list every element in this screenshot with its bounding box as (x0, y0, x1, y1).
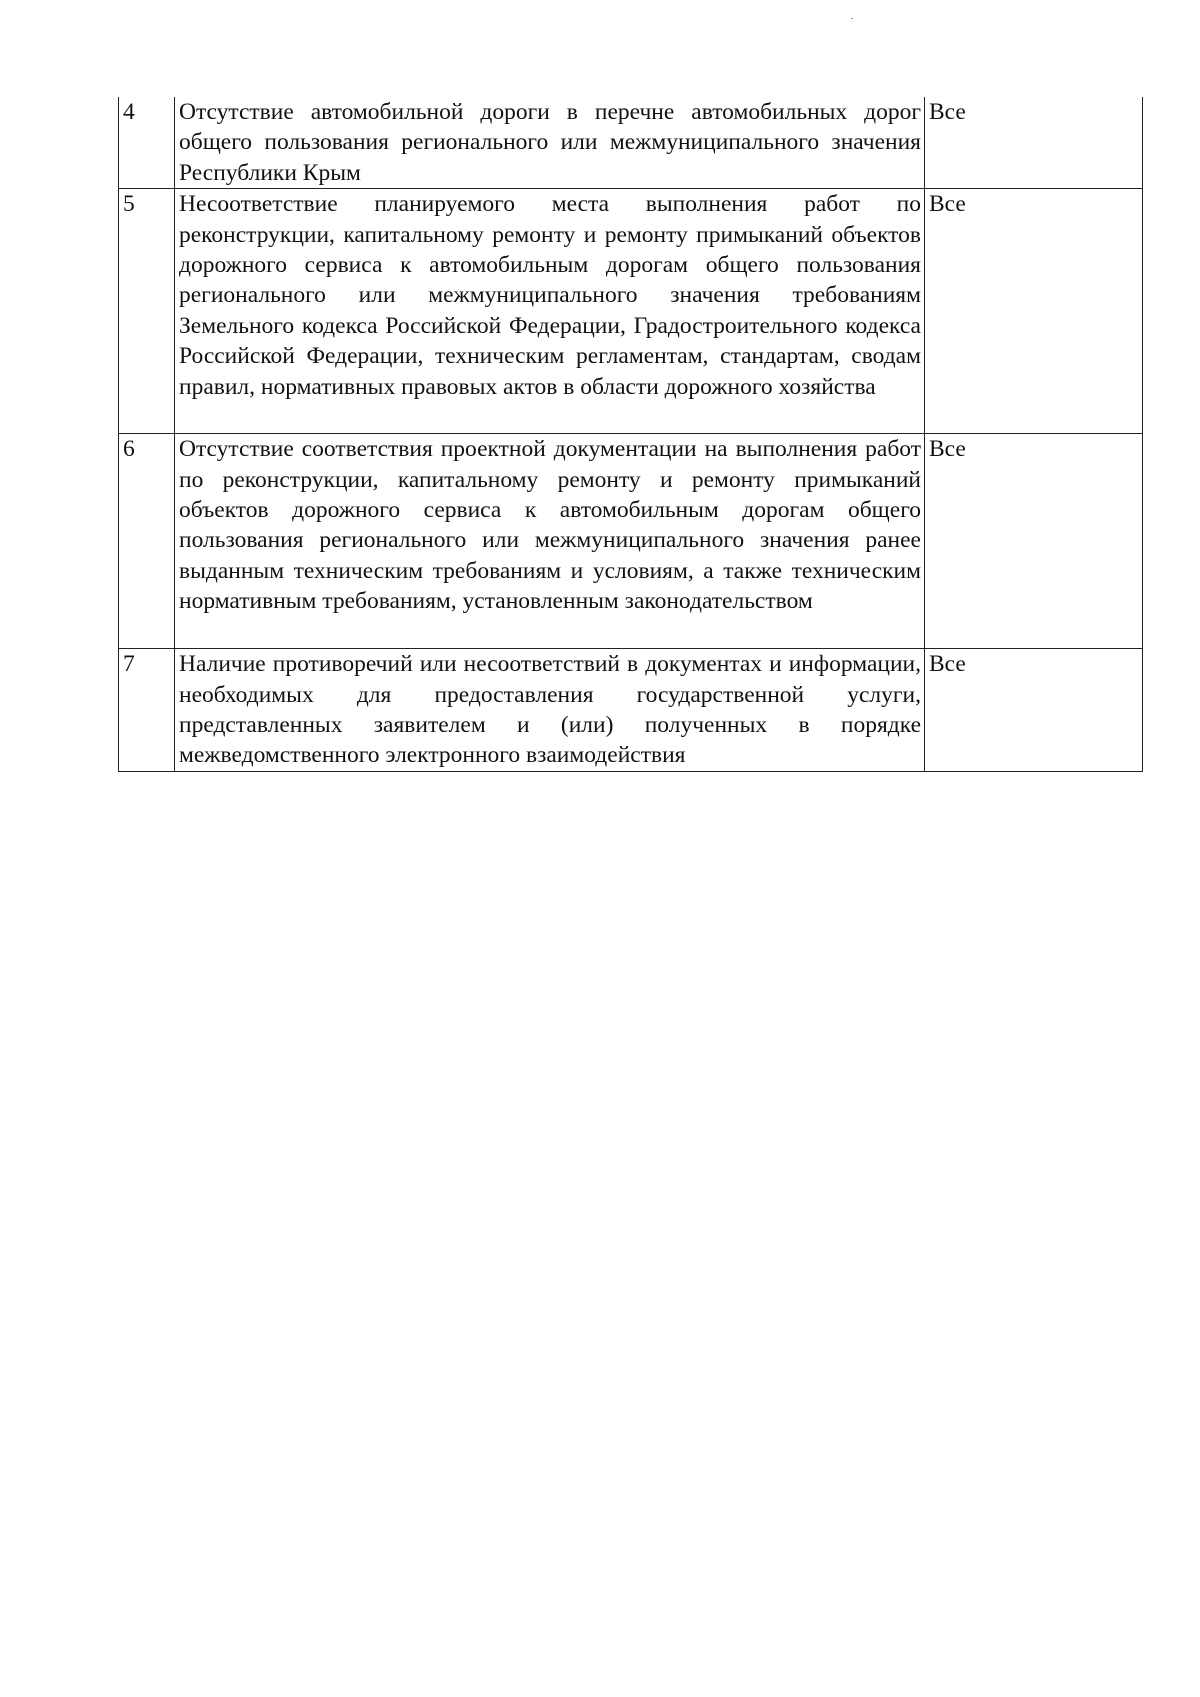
scan-artifact (851, 18, 853, 19)
row-text: Наличие противоречий или несоответствий в документах и информации, необходимых для предоставления государственной услуги, представленных заявителем и (или) полученных в порядке межведомственного электронного взаимодействия (175, 649, 925, 772)
row-applies-to: Все (925, 97, 1143, 189)
row-text: Отсутствие автомобильной дороги в перечне автомобильных дорог общего пользования регионального или межмуниципального значения Республики Крым (175, 97, 925, 189)
refusal-grounds-table (118, 97, 1143, 772)
table-row (119, 434, 1143, 649)
row-number: 6 (119, 434, 175, 649)
row-text: Несоответствие планируемого места выполнения работ по реконструкции, капитальному ремонту и ремонту примыканий объектов дорожного сервиса к автомобильным дорогам общего пользования регионального или межмуниципального значения требованиям Земельного кодекса Российской Федерации, Градостроительного кодекса Российской Федерации, техническим регламентам, стандартам, сводам правил, нормативных правовых актов в области дорожного хозяйства (175, 189, 925, 434)
row-text: Отсутствие соответствия проектной документации на выполнения работ по реконструкции, капитальному ремонту и ремонту примыканий объектов дорожного сервиса к автомобильным дорогам общего пользования регионального или межмуниципального значения ранее выданным техническим требованиям и условиям, а также техническим нормативным требованиям, установленным законодательством (175, 434, 925, 649)
table-row (119, 189, 1143, 434)
row-number: 7 (119, 649, 175, 772)
row-applies-to: Все (925, 649, 1143, 772)
table-row (119, 97, 1143, 189)
row-number: 5 (119, 189, 175, 434)
table-row (119, 649, 1143, 772)
row-number: 4 (119, 97, 175, 189)
row-applies-to: Все (925, 434, 1143, 649)
row-applies-to: Все (925, 189, 1143, 434)
